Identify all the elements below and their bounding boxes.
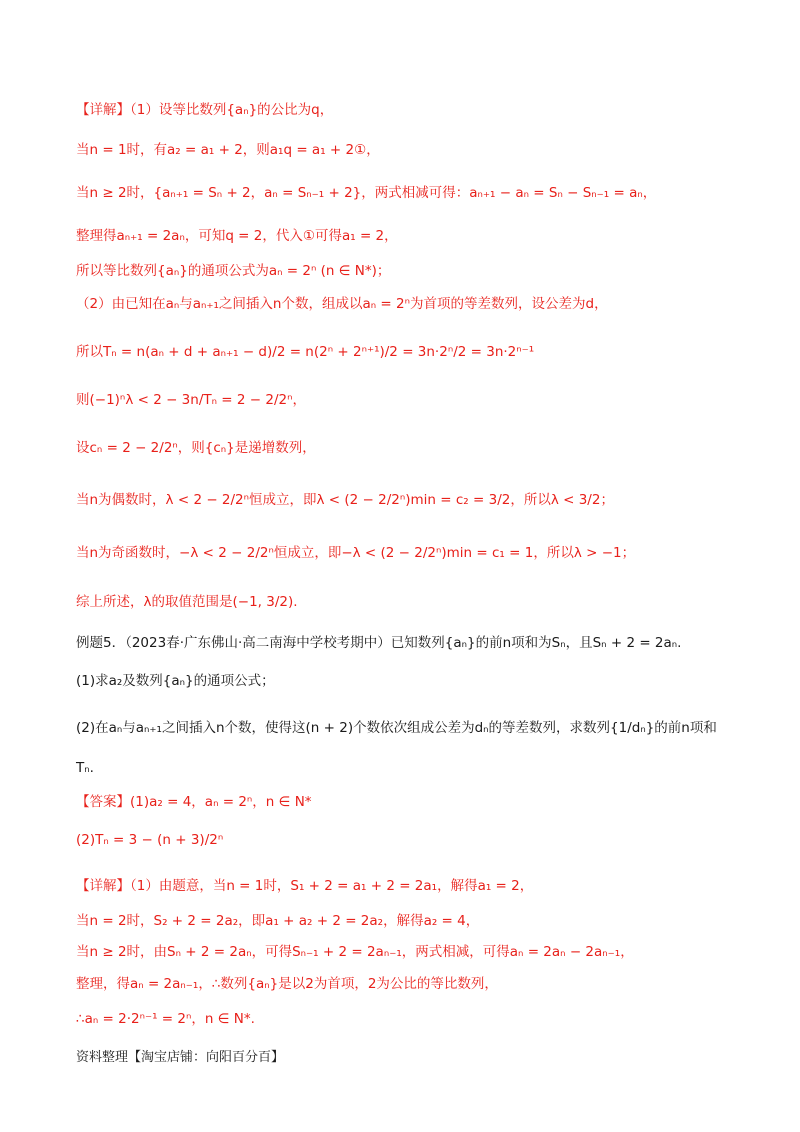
text-line-12: 综上所述，λ的取值范围是(−1, 3/2).	[76, 594, 298, 610]
text-line-11: 当n为奇函数时，−λ < 2 − 2/2ⁿ恒成立，即−λ < (2 − 2/2ⁿ)min = c₁ = 1，所以λ > −1；	[76, 545, 636, 561]
text-line-14: (1)求a₂及数列{aₙ}的通项公式；	[76, 673, 275, 689]
text-line-9: 设cₙ = 2 − 2/2ⁿ，则{cₙ}是递增数列，	[76, 440, 316, 456]
text-line-21: 当n ≥ 2时，由Sₙ + 2 = 2aₙ，可得Sₙ₋₁ + 2 = 2aₙ₋₁，两式相减，可得aₙ = 2aₙ − 2aₙ₋₁，	[76, 944, 634, 960]
text-line-18: (2)Tₙ = 3 − (n + 3)/2ⁿ	[76, 832, 224, 848]
text-line-16: Tₙ.	[76, 760, 94, 776]
text-line-13: 例题5．（2023春·广东佛山·高二南海中学校考期中）已知数列{aₙ}的前n项和为Sₙ，且Sₙ + 2 = 2aₙ.	[76, 635, 682, 651]
text-line-4: 整理得aₙ₊₁ = 2aₙ，可知q = 2，代入①可得a₁ = 2，	[76, 228, 398, 244]
text-line-7: 所以Tₙ = n(aₙ + d + aₙ₊₁ − d)/2 = n(2ⁿ + 2ⁿ⁺¹)/2 = 3n·2ⁿ/2 = 3n·2ⁿ⁻¹	[76, 344, 535, 360]
text-line-8: 则(−1)ⁿλ < 2 − 3n/Tₙ = 2 − 2/2ⁿ，	[76, 392, 306, 408]
text-line-1: 【详解】（1）设等比数列{aₙ}的公比为q，	[76, 102, 334, 118]
text-line-23: ∴aₙ = 2·2ⁿ⁻¹ = 2ⁿ，n ∈ N*.	[76, 1011, 255, 1027]
text-line-6: （2）由已知在aₙ与aₙ₊₁之间插入n个数，组成以aₙ = 2ⁿ为首项的等差数列，设公差为d，	[76, 296, 608, 312]
text-line-17: 【答案】(1)a₂ = 4，aₙ = 2ⁿ，n ∈ N*	[76, 794, 312, 810]
text-line-20: 当n = 2时，S₂ + 2 = 2a₂，即a₁ + a₂ + 2 = 2a₂，解得a₂ = 4，	[76, 913, 480, 929]
text-line-10: 当n为偶数时，λ < 2 − 2/2ⁿ恒成立，即λ < (2 − 2/2ⁿ)min = c₂ = 3/2，所以λ < 3/2；	[76, 492, 614, 508]
text-line-3: 当n ≥ 2时，{aₙ₊₁ = Sₙ + 2，aₙ = Sₙ₋₁ + 2}，两式相减可得：aₙ₊₁ − aₙ = Sₙ − Sₙ₋₁ = aₙ，	[76, 185, 657, 201]
text-line-15: (2)在aₙ与aₙ₊₁之间插入n个数，使得这(n + 2)个数依次组成公差为dₙ的等差数列，求数列{1/dₙ}的前n项和	[76, 720, 717, 736]
text-line-22: 整理，得aₙ = 2aₙ₋₁，∴数列{aₙ}是以2为首项，2为公比的等比数列，	[76, 976, 498, 992]
text-line-2: 当n = 1时，有a₂ = a₁ + 2，则a₁q = a₁ + 2①，	[76, 142, 380, 158]
footer-credit: 资料整理【淘宝店铺：向阳百分百】	[76, 1050, 285, 1065]
text-line-5: 所以等比数列{aₙ}的通项公式为aₙ = 2ⁿ (n ∈ N*)；	[76, 263, 391, 279]
text-line-19: 【详解】（1）由题意，当n = 1时，S₁ + 2 = a₁ + 2 = 2a₁，解得a₁ = 2，	[76, 878, 534, 894]
